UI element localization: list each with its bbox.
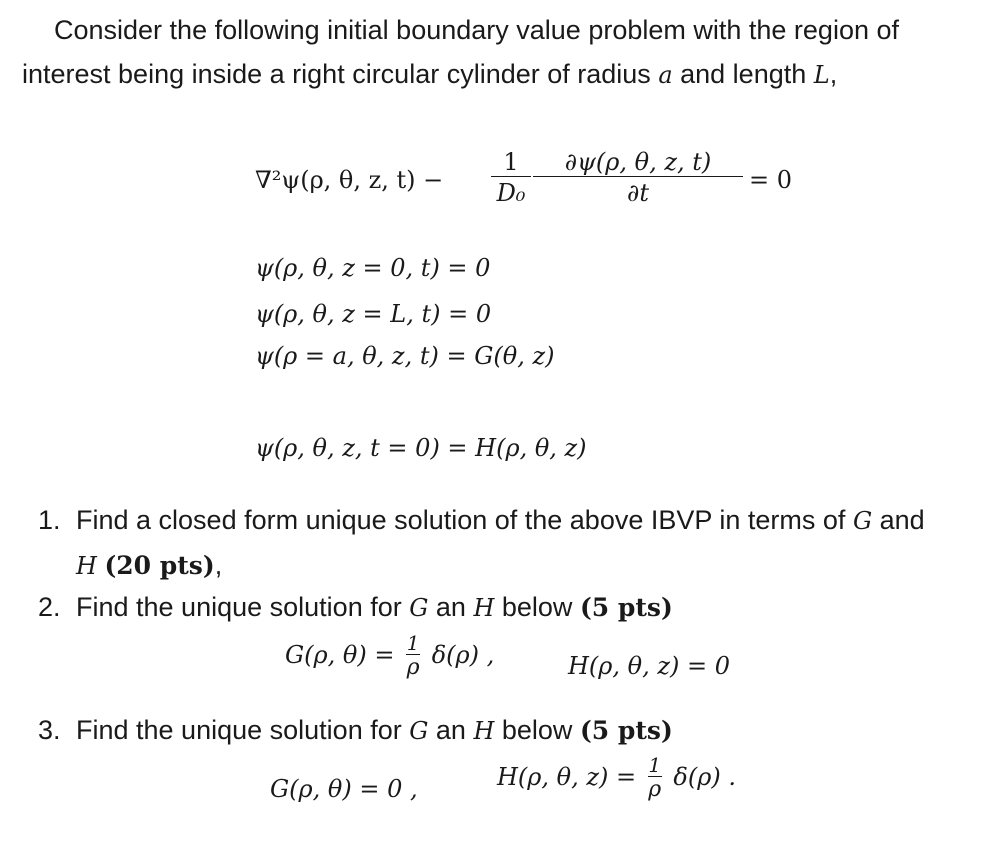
intro-line-2-suffix: , [829, 59, 838, 89]
intro-line-2-prefix: interest being inside a right circular cylinder of radius [22, 59, 659, 89]
problem-number: 1. [38, 505, 61, 535]
g-rhs: δ(ρ) , [431, 641, 495, 669]
problem-number: 2. [38, 592, 61, 622]
pde-time-derivative [533, 148, 743, 209]
problem-3-g-equation: G(ρ, θ) = 0 , [270, 775, 418, 803]
h-fraction [648, 754, 662, 803]
problem-text: below [494, 715, 580, 745]
length-variable: L [813, 61, 830, 89]
variable-h: H [473, 717, 495, 745]
pde-coefficient-fraction [491, 148, 531, 209]
intro-paragraph [22, 8, 972, 97]
variable-h: H [473, 594, 495, 622]
problem-tail: , [214, 550, 223, 580]
variable-g: G [409, 717, 429, 745]
points-label: (5 pts) [579, 716, 673, 745]
pde-coefficient-denominator: D₀ [496, 179, 526, 207]
pde-derivative-denominator: ∂t [626, 179, 650, 207]
initial-condition: ψ(ρ, θ, z, t = 0) = H(ρ, θ, z) [255, 434, 587, 462]
problem-number: 3. [38, 715, 61, 745]
g-lhs: G(ρ, θ) = [285, 641, 395, 669]
points-label: (5 pts) [579, 593, 673, 622]
h-fraction-denominator: ρ [648, 777, 662, 802]
intro-line-2-mid: and length [672, 59, 814, 89]
problem-text: an [428, 715, 474, 745]
pde-rhs: = 0 [749, 166, 793, 194]
h-lhs: H(ρ, θ, z) = [497, 763, 637, 791]
g-fraction-denominator: ρ [406, 655, 420, 680]
problem-text: and [872, 505, 925, 535]
h-fraction-numerator: 1 [648, 753, 662, 777]
problem-1 [38, 498, 968, 588]
problem-2-h-equation: H(ρ, θ, z) = 0 [568, 652, 731, 680]
g-fraction-numerator: 1 [406, 631, 420, 655]
problem-2 [38, 585, 968, 630]
g-fraction [406, 632, 420, 681]
intro-line-1: Consider the following initial boundary value problem with the region of [54, 15, 899, 45]
radius-variable: a [658, 61, 673, 89]
boundary-condition-zL: ψ(ρ, θ, z = L, t) = 0 [255, 300, 492, 328]
boundary-condition-z0: ψ(ρ, θ, z = 0, t) = 0 [255, 254, 491, 282]
points-label: (20 pts) [104, 551, 215, 580]
intro-line-2 [22, 59, 837, 89]
variable-g: G [852, 507, 873, 535]
variable-g: G [409, 594, 429, 622]
problem-text: below [494, 592, 580, 622]
pde-lhs: ∇²ψ(ρ, θ, z, t) − [255, 166, 444, 194]
problem-2-g-equation [285, 632, 494, 681]
problem-text: Find a closed form unique solution of the above IBVP in terms of [76, 505, 853, 535]
problem-3-h-equation [497, 754, 736, 803]
boundary-condition-rho-a: ψ(ρ = a, θ, z, t) = G(θ, z) [255, 342, 555, 370]
pde-derivative-numerator: ∂ψ(ρ, θ, z, t) [564, 148, 712, 176]
pde-coefficient-numerator: 1 [503, 148, 519, 176]
problem-3 [38, 708, 968, 753]
problem-text: Find the unique solution for [76, 592, 410, 622]
variable-h: H [76, 552, 97, 580]
problem-text: Find the unique solution for [76, 715, 410, 745]
problem-text: an [428, 592, 474, 622]
h-rhs: δ(ρ) . [673, 763, 736, 791]
